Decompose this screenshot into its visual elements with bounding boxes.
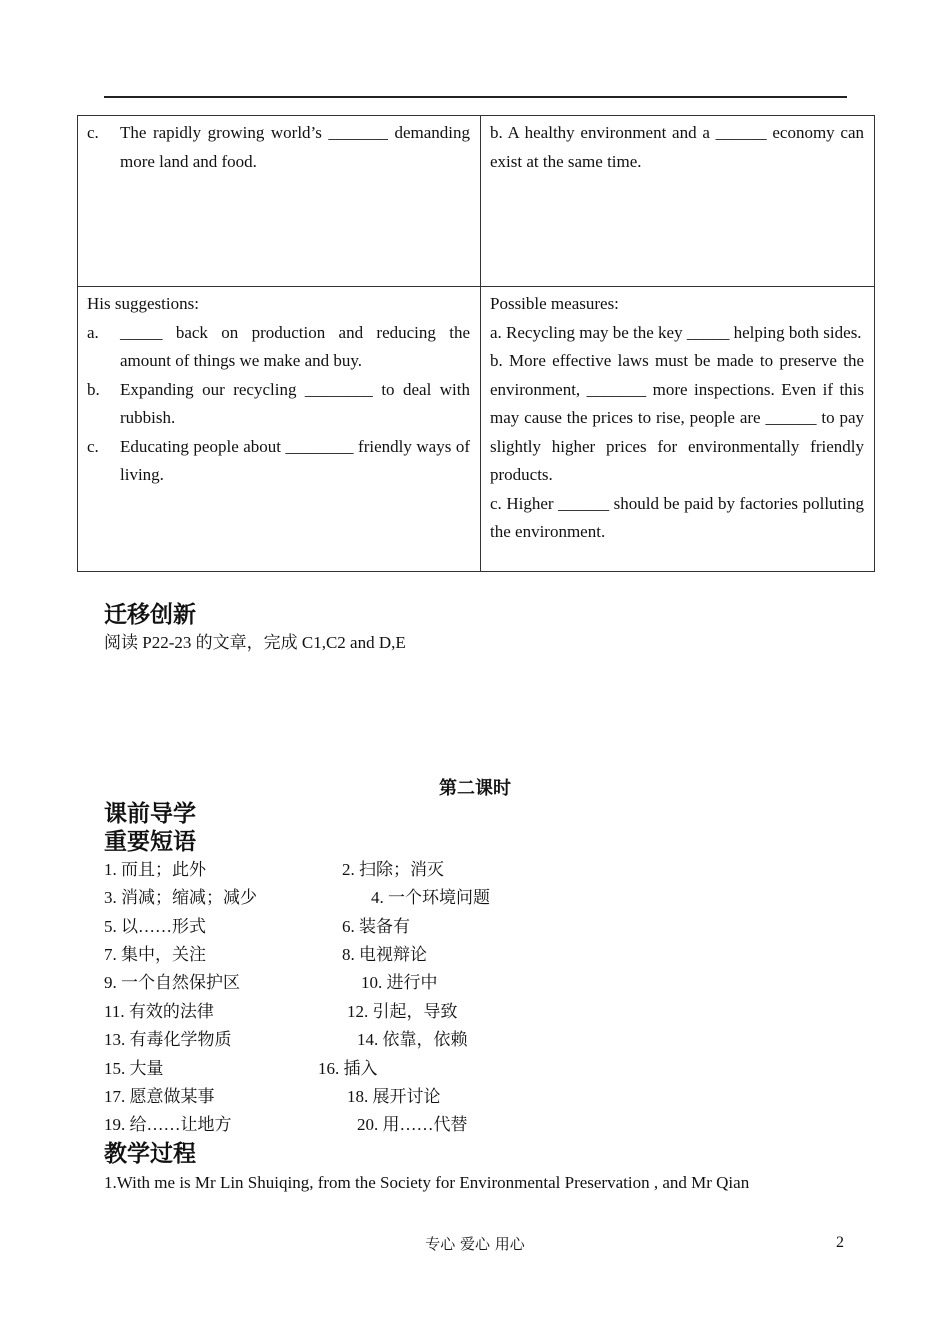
phrase-item: 16. 插入 <box>318 1059 378 1078</box>
phrase-item: 15. 大量 <box>104 1059 164 1078</box>
preview-heading: 课前导学 <box>104 801 196 827</box>
phrase-item: 3. 消减；缩减；减少 <box>104 888 257 907</box>
list-item <box>87 433 470 490</box>
phrase-item: 18. 展开讨论 <box>347 1087 441 1106</box>
exercise-table <box>77 115 875 572</box>
table-cell <box>78 116 481 287</box>
suggestions-title: His suggestions: <box>87 294 199 313</box>
phrase-item: 11. 有效的法律 <box>104 1002 214 1021</box>
item-text: Expanding our recycling ________ to deal with rubbish. <box>120 379 470 427</box>
phrase-item: 13. 有毒化学物质 <box>104 1030 232 1049</box>
item-label: c. <box>87 123 99 142</box>
footer-motto: 专心 爱心 用心 <box>425 1235 525 1253</box>
list-item <box>87 319 470 376</box>
header-rule <box>104 96 847 98</box>
phrase-item: 7. 集中，关注 <box>104 945 206 964</box>
phrase-item: 2. 扫除；消灭 <box>342 860 444 879</box>
table-row <box>78 116 875 287</box>
process-heading: 教学过程 <box>104 1141 196 1167</box>
phrase-item: 6. 装备有 <box>342 917 410 936</box>
table-cell <box>481 287 875 572</box>
cell-text: b. A healthy environment and a ______ economy can exist at the same time. <box>490 123 864 171</box>
list-item: a. Recycling may be the key _____ helping both sides. <box>490 322 862 342</box>
phrase-item: 4. 一个环境问题 <box>371 888 490 907</box>
phrase-item: 5. 以……形式 <box>104 917 206 936</box>
phrase-item: 14. 依靠，依赖 <box>357 1030 468 1049</box>
item-text: Educating people about ________ friendly ways of living. <box>120 436 470 484</box>
list-item: b. More effective laws must be made to preserve the environment, _______ more inspections. Even if this may cause the prices to rise, people are ______ to pay slightly higher prices for environmentally friendly products. <box>490 351 864 484</box>
measures-title: Possible measures: <box>490 294 619 313</box>
phrases-heading: 重要短语 <box>104 829 196 855</box>
list-item <box>87 376 470 433</box>
transfer-heading: 迁移创新 <box>104 602 196 628</box>
page-number: 2 <box>836 1234 844 1251</box>
item-label: c. <box>87 436 99 456</box>
list-item <box>87 119 470 176</box>
process-text: 1.With me is Mr Lin Shuiqing, from the Society for Environmental Preservation , and Mr Qian <box>104 1173 750 1192</box>
phrase-item: 17. 愿意做某事 <box>104 1087 215 1106</box>
item-label: a. <box>87 322 99 342</box>
table-cell <box>78 287 481 572</box>
item-label: b. <box>87 379 100 399</box>
phrase-item: 9. 一个自然保护区 <box>104 973 240 992</box>
table-row <box>78 287 875 572</box>
phrase-item: 20. 用……代替 <box>357 1115 468 1134</box>
phrase-item: 1. 而且；此外 <box>104 860 206 879</box>
item-text: The rapidly growing world’s _______ demanding more land and food. <box>120 123 470 171</box>
table-cell <box>481 116 875 287</box>
phrase-item: 19. 给……让地方 <box>104 1115 232 1134</box>
phrase-item: 10. 进行中 <box>361 973 438 992</box>
phrase-item: 12. 引起，导致 <box>347 1002 458 1021</box>
lesson-title: 第二课时 <box>439 778 511 799</box>
list-item: c. Higher ______ should be paid by factories polluting the environment. <box>490 493 864 541</box>
phrase-item: 8. 电视辩论 <box>342 945 427 964</box>
transfer-text: 阅读 P22-23 的文章，完成 C1,C2 and D,E <box>104 633 406 652</box>
item-text: _____ back on production and reducing the amount of things we make and buy. <box>120 322 470 370</box>
